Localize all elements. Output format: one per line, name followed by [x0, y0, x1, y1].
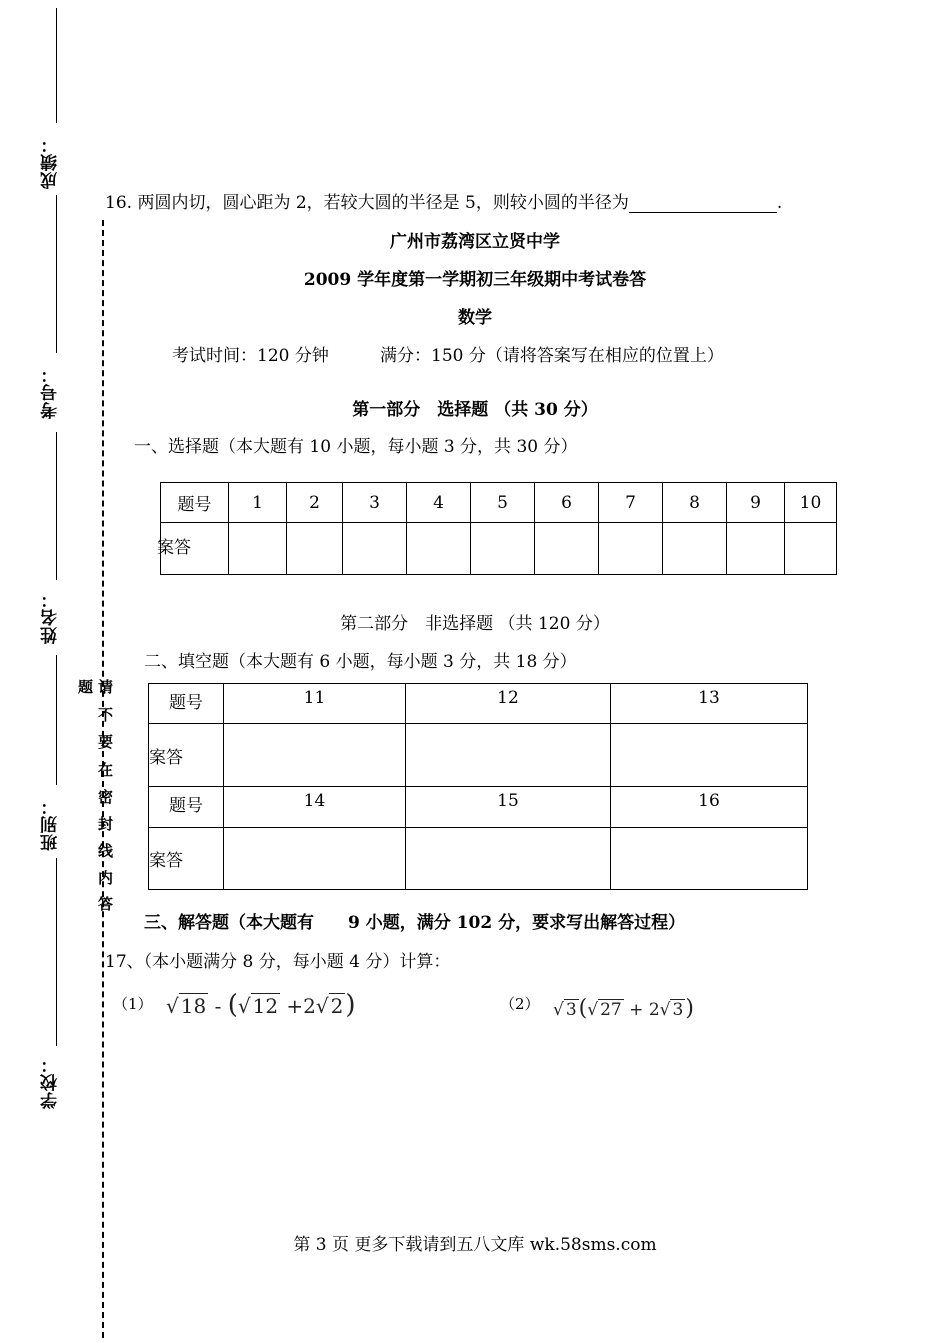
sub-question-2-label: （2） — [500, 995, 540, 1013]
question-number: 14 — [224, 787, 406, 828]
exam-time: 考试时间：120 分钟 — [172, 346, 329, 366]
row-header-number: 题号 — [149, 787, 224, 828]
choice-answer-table — [157, 482, 837, 575]
exam-number-label: 考号： — [41, 365, 61, 419]
sub-question-1-label: （1） — [113, 995, 153, 1013]
answer-cell[interactable] — [471, 523, 535, 575]
answer-cell[interactable] — [287, 523, 343, 575]
row-header-number: 题号 — [161, 483, 229, 523]
answer-cell[interactable] — [785, 523, 837, 575]
answer-blank[interactable] — [629, 196, 777, 213]
answer-cell[interactable] — [535, 523, 599, 575]
answer-cell[interactable] — [229, 523, 287, 575]
question-number: 10 — [785, 483, 837, 523]
question-number: 1 — [229, 483, 287, 523]
question-number: 2 — [287, 483, 343, 523]
margin-line — [56, 8, 57, 123]
answer-cell[interactable] — [224, 828, 406, 890]
name-label: 姓名： — [41, 590, 61, 644]
row-header-answer: 案答 — [149, 828, 224, 890]
answer-cell[interactable] — [611, 724, 808, 787]
question-number: 8 — [663, 483, 727, 523]
part3-title: 三、解答题（本大题有 9 小题，满分 102 分，要求写出解答过程） — [144, 913, 686, 933]
class-label: 班别： — [41, 797, 61, 851]
part1-title: 第一部分 选择题 （共 30 分） — [352, 400, 598, 420]
question-number: 16 — [611, 787, 808, 828]
answer-cell[interactable] — [406, 828, 611, 890]
full-score: 满分：150 分（请将答案写在相应的位置上） — [380, 346, 724, 366]
row-header-number: 题号 — [149, 684, 224, 724]
question-number: 13 — [611, 684, 808, 724]
question-number: 4 — [407, 483, 471, 523]
school-name: 广州市荔湾区立贤中学 — [390, 232, 560, 252]
expression-1: √ 18 - (√ 12 +2√ 2) — [166, 990, 356, 1020]
part2-title: 第二部分 非选择题 （共 120 分） — [340, 614, 610, 634]
page-footer: 第 3 页 更多下载请到五八文库 wk.58sms.com — [293, 1235, 657, 1255]
answer-cell[interactable] — [599, 523, 663, 575]
answer-cell[interactable] — [407, 523, 471, 575]
question-number: 9 — [727, 483, 785, 523]
question-number: 11 — [224, 684, 406, 724]
subject-title: 数学 — [458, 308, 492, 328]
exam-title: 2009 学年度第一学期初三年级期中考试卷答 — [303, 270, 647, 290]
question-number: 6 — [535, 483, 599, 523]
row-header-answer: 案答 — [161, 523, 229, 575]
school-label: 学校： — [41, 1055, 61, 1109]
margin-line — [56, 655, 57, 785]
margin-line — [56, 432, 57, 580]
answer-cell[interactable] — [224, 724, 406, 787]
question-number: 3 — [343, 483, 407, 523]
answer-cell[interactable] — [611, 828, 808, 890]
question-number: 7 — [599, 483, 663, 523]
fill-blank-label: 二、填空题（本大题有 6 小题，每小题 3 分，共 18 分） — [144, 652, 577, 672]
score-label: 成绩： — [41, 135, 61, 189]
question-17: 17、（本小题满分 8 分，每小题 4 分）计算： — [105, 952, 451, 972]
row-header-answer: 案答 — [149, 724, 224, 787]
expression-2: √ 3(√ 27 + 2√ 3) — [553, 996, 694, 1021]
part1-section-label: 一、选择题（本大题有 10 小题，每小题 3 分，共 30 分） — [134, 437, 578, 457]
answer-cell[interactable] — [727, 523, 785, 575]
fill-answer-table — [148, 683, 808, 890]
question-number: 15 — [406, 787, 611, 828]
answer-cell[interactable] — [406, 724, 611, 787]
question-number: 5 — [471, 483, 535, 523]
answer-cell[interactable] — [343, 523, 407, 575]
answer-cell[interactable] — [663, 523, 727, 575]
question-number: 12 — [406, 684, 611, 724]
margin-line — [56, 858, 57, 1046]
question-16: 16. 两圆内切，圆心距为 2，若较大圆的半径是 5，则较小圆的半径为 . — [105, 193, 783, 213]
